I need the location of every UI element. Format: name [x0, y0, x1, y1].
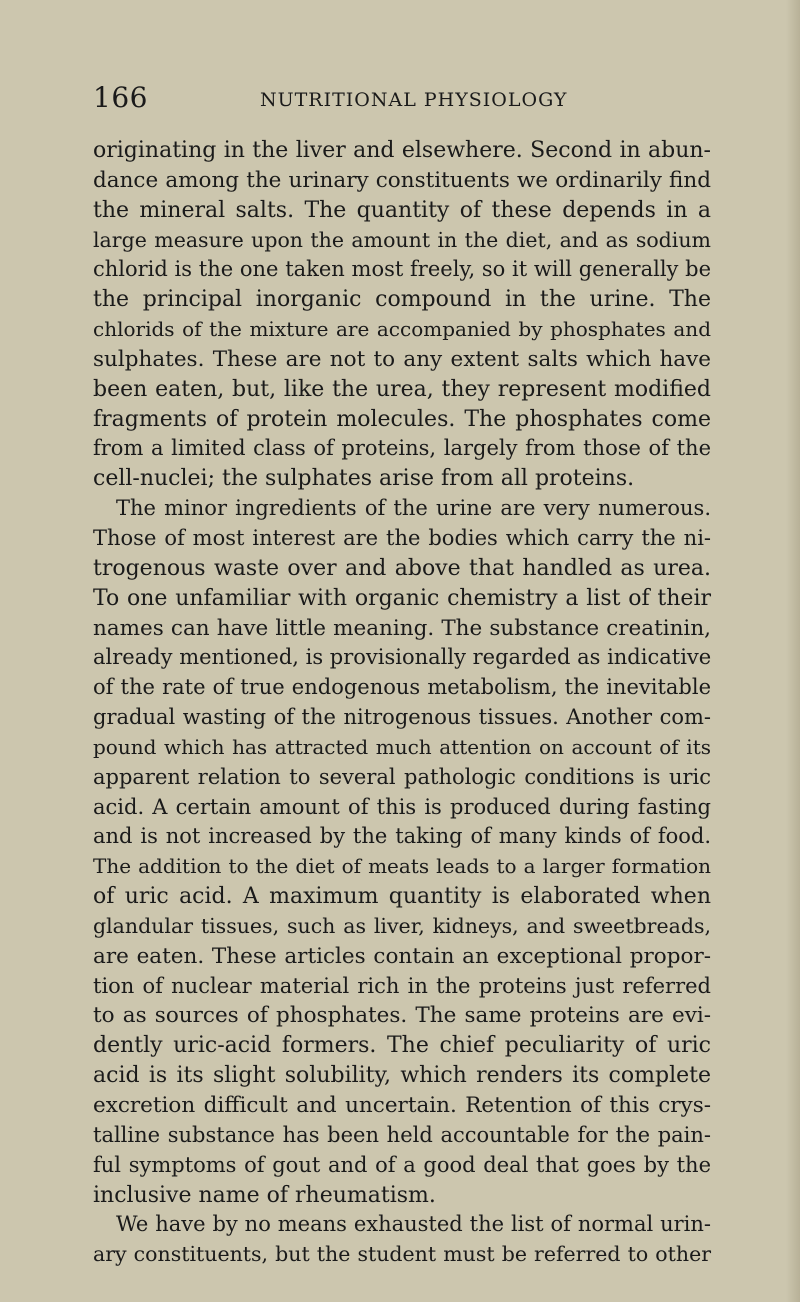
page-edge-shadow: [786, 0, 800, 1302]
text-line: been eaten, but, like the urea, they represent modified: [93, 376, 711, 402]
text-line: originating in the liver and elsewhere. Second in abun-: [93, 138, 711, 163]
text-line: To one unfamiliar with organic chemistry a list of their: [93, 585, 711, 611]
text-line: names can have little meaning. The substance creatinin,: [93, 615, 711, 641]
text-line: The minor ingredients of the urine are very numerous.: [116, 496, 711, 521]
text-line: of the rate of true endogenous metabolism, the inevitable: [93, 675, 711, 700]
text-line: from a limited class of proteins, largely from those of the: [93, 436, 711, 461]
text-line: talline substance has been held accountable for the pain-: [93, 1122, 711, 1147]
text-line: The addition to the diet of meats leads to a larger formation: [93, 854, 711, 879]
text-line: already mentioned, is provisionally regarded as indicative: [93, 645, 712, 670]
text-line: cell-nuclei; the sulphates arise from all proteins.: [93, 466, 635, 492]
text-line: inclusive name of rheumatism.: [93, 1182, 436, 1208]
text-line: to as sources of phosphates. The same proteins are evi-: [93, 1003, 711, 1029]
paragraph: [93, 1210, 711, 1270]
text-line: are eaten. These articles contain an exceptional propor-: [93, 943, 711, 969]
page-header: [93, 80, 713, 120]
text-line: chlorids of the mixture are accompanied by phosphates and: [93, 317, 711, 342]
text-line: the mineral salts. The quantity of these depends in a: [93, 197, 711, 223]
text-line: pound which has attracted much attention on account of its: [93, 734, 711, 759]
text-line: fragments of protein molecules. The phosphates come: [93, 406, 711, 432]
text-line: excretion difficult and uncertain. Retention of this crys-: [93, 1093, 711, 1118]
text-line: Those of most interest are the bodies which carry the ni-: [93, 525, 711, 550]
text-line: glandular tissues, such as liver, kidneys, and sweetbreads,: [93, 913, 711, 938]
text-line: and is not increased by the taking of many kinds of food.: [93, 824, 711, 849]
text-line: acid. A certain amount of this is produced during fasting: [93, 794, 711, 819]
text-line: tion of nuclear material rich in the proteins just referred: [93, 973, 711, 998]
text-line: sulphates. These are not to any extent salts which have: [93, 346, 711, 372]
text-line: of uric acid. A maximum quantity is elaborated when: [93, 884, 711, 910]
text-line: acid is its slight solubility, which renders its complete: [93, 1063, 711, 1089]
running-title: NUTRITIONAL PHYSIOLOGY: [260, 89, 568, 111]
paragraph: [93, 136, 711, 494]
text-line: the principal inorganic compound in the urine. The: [93, 287, 711, 313]
text-line: gradual wasting of the nitrogenous tissues. Another com-: [93, 705, 711, 730]
text-line: apparent relation to several pathologic conditions is uric: [93, 764, 711, 789]
text-line: large measure upon the amount in the diet, and as sodium: [93, 227, 711, 252]
text-line: trogenous waste over and above that handled as urea.: [93, 555, 711, 581]
text-line: ary constituents, but the student must be referred to other: [93, 1242, 711, 1267]
page-number: 166: [93, 81, 148, 114]
text-line: We have by no means exhausted the list of normal urin-: [116, 1212, 711, 1237]
paragraph: [93, 494, 711, 1210]
text-line: chlorid is the one taken most freely, so it will generally be: [93, 257, 711, 282]
text-line: ful symptoms of gout and of a good deal that goes by the: [93, 1152, 711, 1177]
text-line: dance among the urinary constituents we ordinarily find: [93, 167, 711, 193]
text-line: dently uric-acid formers. The chief peculiarity of uric: [93, 1033, 711, 1059]
body-text: [93, 136, 711, 1270]
